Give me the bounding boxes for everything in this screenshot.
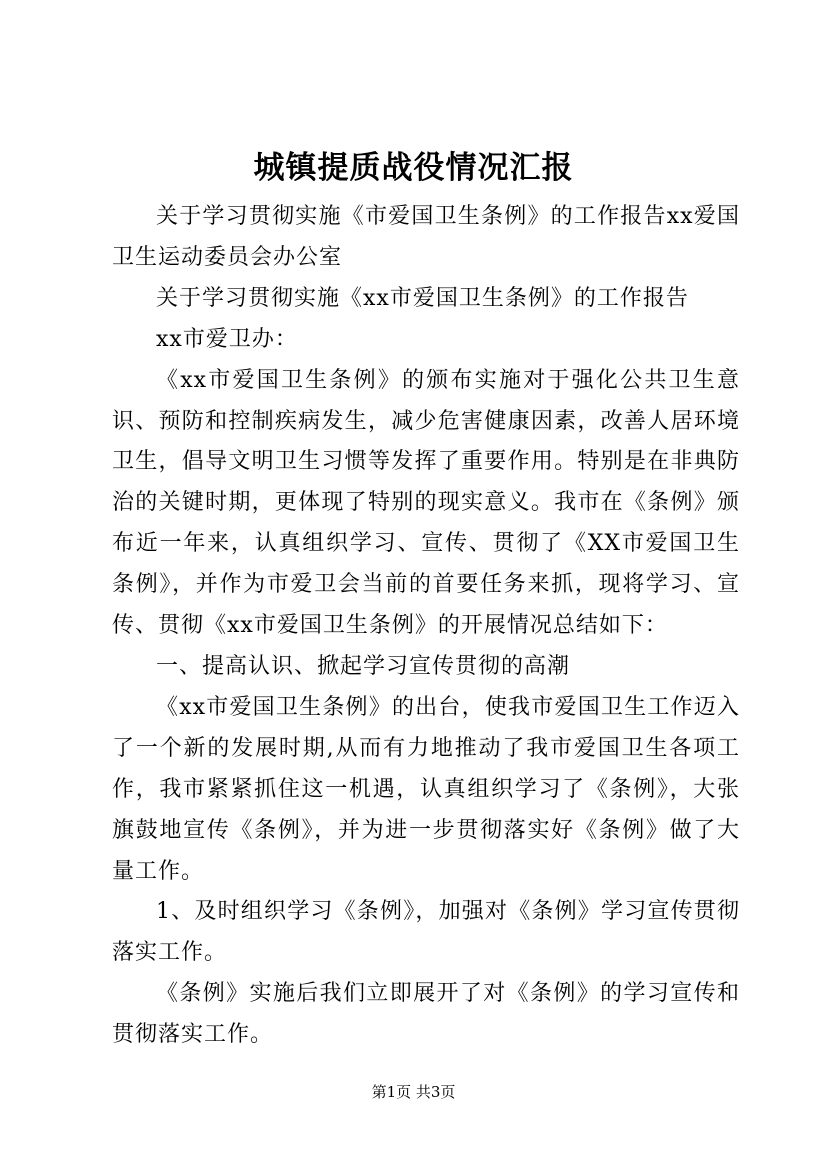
paragraph-introduction: 《xx市爱国卫生条例》的颁布实施对于强化公共卫生意识、预防和控制疾病发生，减少危害健康因素，改善人居环境卫生，倡导文明卫生习惯等发挥了重要作用。特别是在非典防治的关键时期，更体现了特别的现实意义。我市在《条例》颁布近一年来，认真组织学习、宣传、贯彻了《XX市爱国卫生条例》，并作为市爱卫会当前的首要任务来抓，现将学习、宣传、贯彻《xx市爱国卫生条例》的开展情况总结如下： (112, 367, 740, 639)
page-footer: 第1页 共3页 (371, 1083, 456, 1101)
section-heading-1: 一、提高认识、掀起学习宣传贯彻的高潮 (156, 653, 571, 679)
paragraph-subsection-1-body: 《条例》实施后我们立即展开了对《条例》的学习宣传和贯彻落实工作。 (112, 981, 740, 1048)
document-title: 城镇提质战役情况汇报 (253, 150, 574, 186)
paragraph-section-1-body: 《xx市爱国卫生条例》的出台，使我市爱国卫生工作迈入了一个新的发展时期,从而有力地推动了我市爱国卫生各项工作，我市紧紧抓住这一机遇，认真组织学习了《条例》，大张旗鼓地宣传《条例》，并为进一步贯彻落实好《条例》做了大量工作。 (112, 694, 740, 884)
paragraph-report-heading: 关于学习贯彻实施《市爱国卫生条例》的工作报告xx爱国卫生运动委员会办公室 (112, 204, 740, 270)
paragraph-salutation: xx市爱卫办： (156, 326, 298, 352)
document-body (112, 197, 740, 1056)
subsection-heading-1: 1、及时组织学习《条例》，加强对《条例》学习宣传贯彻落实工作。 (112, 899, 740, 966)
paragraph-report-subtitle: 关于学习贯彻实施《xx市爱国卫生条例》的工作报告 (156, 285, 689, 311)
